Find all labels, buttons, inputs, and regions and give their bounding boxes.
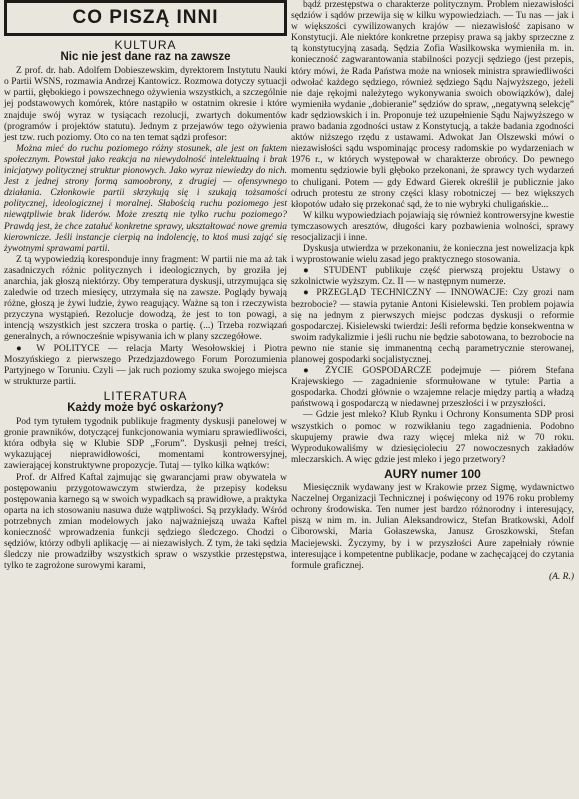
section-heading-literatura: LITERATURA — [103, 388, 188, 403]
article-paragraph: W kilku wypowiedziach pojawiają się również kontrowersyjne kwestie tymczasowych aresztów, długości kary pozbawienia wolności, sprawy resocjalizacji i inne. — [291, 210, 574, 243]
note-paragraph: ● PRZEGLĄD TECHNICZNY — INNOWACJE: Czy grozi nam bezrobocie? — stawia pytanie Antoni Kisielewski. Ten problem pojawia się na jednym z pierwszych miejsc podczas dyskusji o reformie gospodarczej. Kisielewski twierdzi: Jeśli reforma będzie konsekwentna w swoim radykalizmie i jeśli ruchu nie będzie sabotowana, to bezrobocie na pewno nie stanie się immanentną cechą parametrycznie sterowanej, planowej gospodarki socjalistycznej. — [291, 288, 574, 365]
article-paragraph: Z tą wypowiedzią koresponduje inny fragment: W partii nie ma aż tak zasadniczych różnic politycznych i ideologicznych, by groziła jej anarchia, jak głoszą niektórzy. Oby temperatura dyskusji, utrzymująca się zaledwie od trzech miesięcy, utrzymała się na zawsze. Poglądy bywają różne, głoszą je żywi ludzie, żywo reagujący. Ważne są ton i rzeczywista przyczyna wystąpień. Rezolucje dowodzą, że jest to ton powagi, a intencją wszystkich jest szczera troska o partię. (...) Trzeba rozwiązań generalnych, a równocześnie wpisywania ich w plany szczegółowe. — [4, 254, 287, 343]
article-headline: Każdy może być oskarżony? — [67, 402, 224, 414]
right-column — [291, 0, 574, 583]
note-paragraph: ● ŻYCIE GOSPODARCZE podejmuje — piórem Stefana Krajewskiego — zagadnienie sformułowane w tytule: Partia a gospodarka. Chodzi głównie o wzajemne relacje między partią a władzą państwową i gospodarczą w niedawnej przeszłości i w przyszłości. — [291, 366, 574, 410]
note-paragraph: ● STUDENT publikuje część pierwszą projektu Ustawy o szkolnictwie wyższym. Cz. II — w następnym numerze. — [291, 266, 574, 288]
quote-paragraph: Można mieć do ruchu poziomego różny stosunek, ale jest on faktem społecznym. Powstał jako reakcja na niewydolność intelektualną i brak inicjatywy politycznej struktur pionowych. Jako wyraz niewiedzy do nich. Jest z jednej strony formą samoobrony, z drugiej — ofensywnego działania. Członkowie partii skrzykują się i szukają tożsamości politycznej, ideologicznej i moralnej. Słabością ruchu poziomego jest niewątpliwie brak liderów. Może zresztą nie tylko ruchu poziomego? Prawdą jest, że chce zatałuć konkretne sprawy, ukształtować nowe gremia kierownicze. Jeśli instancje cierpią na indolencję, to ktoś musi zająć się żywotnymi sprawami partii. — [4, 143, 287, 254]
masthead-title: CO PISZĄ INNI — [72, 7, 219, 29]
article-paragraph: Z prof. dr. hab. Adolfem Dobieszewskim, dyrektorem Instytutu Nauki o Partii WSNS, rozmawia Andrzej Kantowicz. Rozmowa dotyczy sytuacji w partii, głębokiego i powszechnego ożywienia wszystkich, a szczególnie jej podstawowych komórek, które nastąpiło w ostatnim okresie i które znajduje swój wyraz w tysiącach rezolucji, zwartych dokumentów (programów i projektów statutu). Jednym z przejawów tego ożywienia jest tzw. ruch poziomy. Oto co na ten temat sądzi profesor: — [4, 66, 287, 143]
column-masthead — [4, 0, 287, 36]
article-paragraph: Miesięcznik wydawany jest w Krakowie przez Sigmę, wydawnictwo Naczelnej Organizacji Technicznej i poświęcony od 1976 roku problemy ochrony środowiska. Ten numer jest bardzo różnorodny i interesujący, piszą w nim m. in. Julian Aleksandrowicz, Stefan Bratkowski, Adolf Ciborowski, Maria Gołaszewska, Janusz Groszkowski, Stefan Maciejewski. Życzymy, by i w przyszłości Aure zapełniały równie interesujące i kompetentne publikacje, podane w zachęcającej do czytania formule graficznej. — [291, 483, 574, 571]
article-paragraph: Dyskusja utwierdza w przekonaniu, że konieczna jest nowelizacja kpk i wyprostowanie wielu zasad jego praktycznego stosowania. — [291, 244, 574, 266]
article-paragraph: bądź przestępstwa o charakterze politycznym. Problem niezawisłości sędziów i sądów przewija się w kilku wypowiedziach. — Tu nas — jak i w większości cywilizowanych krajów — niezawisłość zapisano w Konstytucji. Ale niektóre konkretne przepisy prawa są jakby sprzeczne z tą konstytucyjną zasadą. Sędzia Zofia Wasilkowska wymieniła m. in. konieczność zagwarantowania stabilności pozycji sędziego (jest przepis, który mówi, że Rada Państwa może na wniosek ministra sprawiedliwości odwołać każdego sędziego, również sędziego Sądu Najwyższego, jeżeli nie daje rękojmi należytego wykonywania swoich obowiązków), dalej wymieniła wydanie „dobieranie” sędziów do spraw, „negatywną selekcję” kadr sędziowskich i in. Proponuje też uzupełnienie Sądu Najwyższego w prawo badania zgodności ustaw z Konstytucją, a także badania zgodności aktów niższego rzędu z ustawami. Adwokat Jan Olszewski mówi o niezawisłości sądu wspominając procesy radomskie po wydarzeniach w 1976 r., w których występował w charakterze obrońcy. Do pewnego momentu sędziowie byli głęboko przekonani, że sprawcy tych wydarzeń to chuligani. Potem — gdy Edward Gierek określił je publicznie jako odruch protestu ze strony części klasy robotniczej — bez większych kłopotów udało się przekonać sąd, że to nie wybryki chuligańskie... — [291, 0, 574, 210]
note-paragraph: ● W POLITYCE — relacja Marty Wesołowskiej i Piotra Moszyńskiego z pierwszego Przedzjazdowego Forum Porozumienia Partyjnego w Toruniu. Czyli — jak ruch poziomy szuka swojego miejsca w strukturze partii. — [4, 343, 287, 387]
left-column — [4, 0, 287, 572]
article-paragraph: — Gdzie jest mleko? Klub Rynku i Ochrony Konsumenta SDP prosi wszystkich o pomoc w rozwikłaniu tego zagadnienia. Podobno skupujemy prawie dwa razy więcej mleka niż w 70 roku. Wyprodukowaliśmy w dziesięcioleciu 27 nowoczesnych zakładów mleczarskich. A więc gdzie jest mleko i jego przetwory? — [291, 410, 574, 465]
section-heading-kultura: KULTURA — [114, 38, 177, 52]
article-headline: Nic nie jest dane raz na zawsze — [60, 51, 231, 64]
signature: (A. R.) — [548, 571, 574, 582]
article-paragraph: Pod tym tytułem tygodnik publikuje fragmenty dyskusji panelowej w gronie prawników, dotyczącej funkcjonowania wymiaru sprawiedliwości, która odbyła się w Klubie SDP „Forum”. Dyskusji pełnej treści, wykazującej nieprawidłowości, momentami kontrowersyjnej, zawierającej konstruktywne propozycje. Tutaj — tylko kilka wątków: — [4, 417, 287, 472]
article-headline: AURY numer 100 — [384, 466, 481, 481]
article-paragraph: Prof. dr Alfred Kaftal zajmując się gwarancjami praw obywatela w postępowaniu przygotowawczym stwierdza, że przepisy kodeksu postępowania karnego są w swoich wypadkach są prawidłowe, a praktyka oparta na ich stosowaniu nasuwa duże wątpliwości. Są przykłady. Wśród potrzebnych zmian modelowych jako najważniejszą uważa Kaftel konieczność wprowadzenia funkcji sędziego śledczego. Chodzi o sędziów, którzy odbyli aplikację — ai niezawisłych. Z tym, że taki sędzia śledczy nie prowadziłby wszystkich spraw o wszystkie przestępstwa, tylko te zagrożone surowymi karami, — [4, 472, 287, 572]
